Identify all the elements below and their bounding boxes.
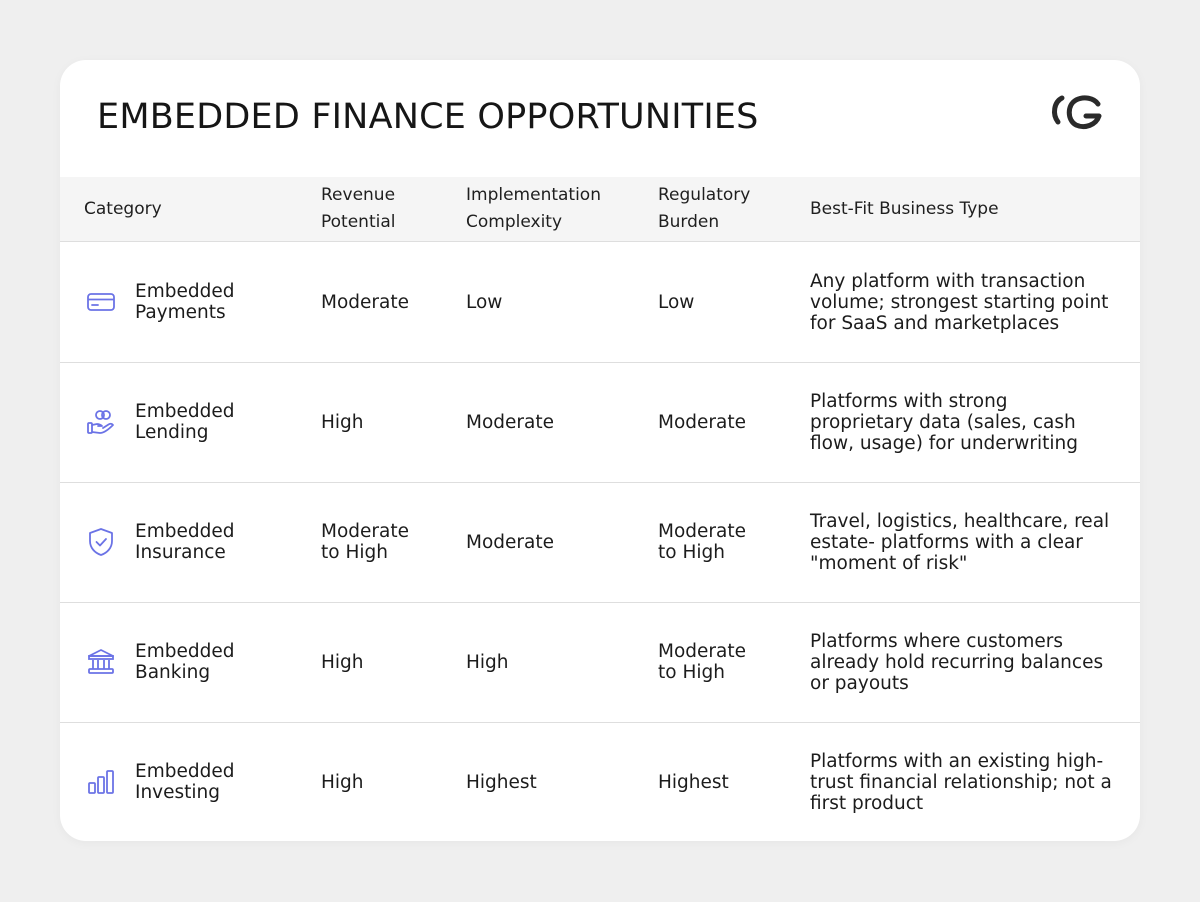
best-fit-text: Any platform with transaction volume; strongest starting point for SaaS and marketplaces [810,270,1109,334]
column-header-category: Category [84,198,162,219]
column-header-implementation-complexity: Implementation Complexity [466,185,601,232]
revenue-potential-value: Moderate to High [321,521,409,563]
bank-icon [84,602,118,722]
shield-check-icon [84,482,118,602]
page-title: EMBEDDED FINANCE OPPORTUNITIES [97,97,759,137]
category-name: Embedded Lending [135,401,235,443]
revenue-potential-value: Moderate [321,291,409,313]
regulatory-burden-value: Moderate [658,411,746,433]
implementation-complexity-value: Highest [466,771,537,793]
table-row [60,242,1140,363]
revenue-potential-value: High [321,411,364,433]
credit-card-icon [84,242,118,362]
brand-logo-icon [1050,94,1106,130]
table-card [60,60,1140,841]
table-header [60,177,1140,242]
column-header-revenue-potential: Revenue Potential [321,185,396,232]
category-name: Embedded Banking [135,641,235,683]
regulatory-burden-value: Low [658,291,695,313]
bar-chart-icon [84,722,118,841]
category-name: Embedded Insurance [135,521,235,563]
regulatory-burden-value: Highest [658,771,729,793]
column-header-regulatory-burden: Regulatory Burden [658,185,751,232]
category-name: Embedded Payments [135,281,235,323]
revenue-potential-value: High [321,651,364,673]
best-fit-text: Platforms with an existing high- trust financial relationship; not a first product [810,750,1112,814]
implementation-complexity-value: High [466,651,509,673]
implementation-complexity-value: Moderate [466,411,554,433]
implementation-complexity-value: Low [466,291,503,313]
hand-coins-icon [84,362,118,482]
column-header-best-fit: Best-Fit Business Type [810,198,999,219]
best-fit-text: Platforms where customers already hold recurring balances or payouts [810,630,1104,694]
category-name: Embedded Investing [135,761,235,803]
regulatory-burden-value: Moderate to High [658,641,746,683]
best-fit-text: Travel, logistics, healthcare, real estate- platforms with a clear "moment of risk" [810,510,1110,574]
table-row [60,722,1140,841]
best-fit-text: Platforms with strong proprietary data (sales, cash flow, usage) for underwriting [810,390,1079,454]
table-row [60,362,1140,483]
regulatory-burden-value: Moderate to High [658,521,746,563]
implementation-complexity-value: Moderate [466,531,554,553]
table-row [60,602,1140,723]
table-row [60,482,1140,603]
revenue-potential-value: High [321,771,364,793]
